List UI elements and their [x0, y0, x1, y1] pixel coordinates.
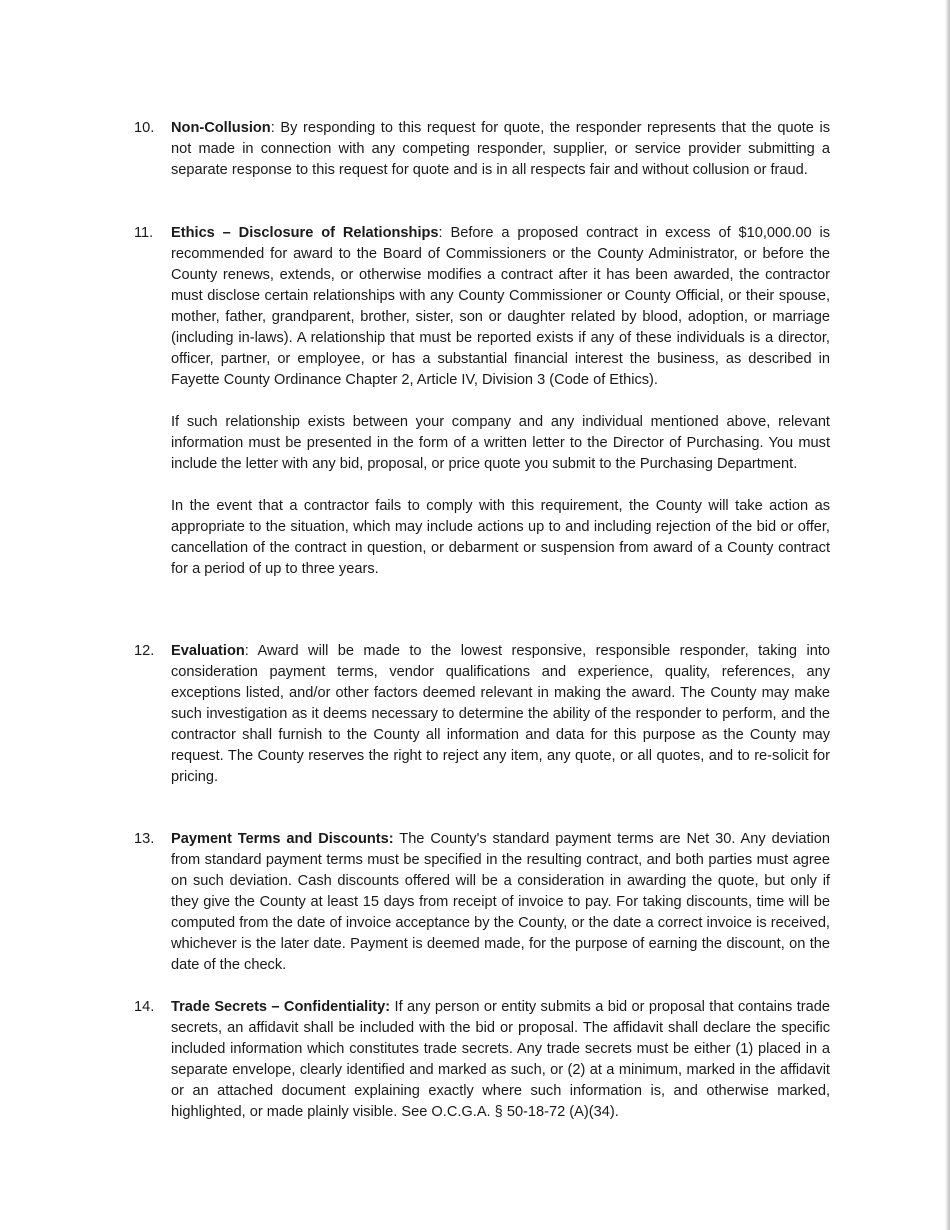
clause-title: Payment Terms and Discounts: — [171, 831, 394, 847]
clause-text: Before a proposed contract in excess of $10,000.00 is recommended for award to the Board of Commissioners or the County Administrator, or before the County renews, extends, or otherwise modifies a contract after it has been awarded, the contractor must disclose certain relationships with any County Commissioner or County Official, or their spouse, mother, father, grandparent, brother, sister, son or daughter related by blood, adoption, or marriage (including in-laws). A relationship that must be reported exists if any of these individuals is a director, officer, partner, or employee, or has a substantial financial interest the business, as described in Fayette County Ordinance Chapter 2, Article IV, Division 3 (Code of Ethics). — [171, 225, 830, 388]
clause-title-separator: : — [244, 643, 249, 659]
scan-edge-shadow — [945, 0, 950, 1230]
clause-number: 13. — [134, 831, 155, 847]
clause-number: 10. — [134, 120, 155, 136]
clause-14-trade-secrets — [134, 997, 830, 1123]
clause-title: Non-Collusion — [171, 120, 271, 136]
clause-12-evaluation — [134, 641, 830, 788]
clause-text: If any person or entity submits a bid or proposal that contains trade secrets, an affidavit shall be included with the bid or proposal. The affidavit shall declare the specific included information which constitutes trade secrets. Any trade secrets must be either (1) placed in a separate envelope, clearly identified and marked as such, or (2) at a minimum, marked in the affidavit or an attached document explaining exactly where such information is, and otherwise marked, highlighted, or made plainly visible. See O.C.G.A. § 50-18-72 (A)(34). — [171, 999, 830, 1120]
clause-11-ethics-disclosure — [134, 223, 830, 580]
clause-10-non-collusion — [134, 118, 830, 181]
clause-paragraph: If such relationship exists between your company and any individual mentioned above, relevant information must be presented in the form of a written letter to the Director of Purchasing. You must include the letter with any bid, proposal, or price quote you submit to the Purchasing Department. — [171, 414, 830, 472]
clause-13-payment-terms — [134, 829, 830, 976]
clause-number: 11. — [134, 225, 154, 241]
clause-text: The County's standard payment terms are Net 30. Any deviation from standard payment terms must be specified in the resulting contract, and both parties must agree on such deviation. Cash discounts offered will be a consideration in awarding the quote, but only if they give the County at least 15 days from receipt of invoice to pay. For taking discounts, time will be computed from the date of invoice acceptance by the County, or the date a correct invoice is received, whichever is the later date. Payment is deemed made, for the purpose of earning the discount, on the date of the check. — [171, 831, 831, 973]
clause-number: 14. — [134, 999, 155, 1015]
clause-text: Award will be made to the lowest responsive, responsible responder, taking into consideration payment terms, vendor qualifications and experience, quality, references, any exceptions listed, and/or other factors deemed relevant in making the award. The County may make such investigation as it deems necessary to determine the ability of the responder to perform, and the contractor shall furnish to the County all information and data for this purpose as the County may request. The County reserves the right to reject any item, any quote, or all quotes, and to re-solicit for pricing. — [171, 643, 831, 785]
clause-paragraph — [171, 223, 830, 391]
clause-title-separator: : — [270, 120, 275, 136]
clause-paragraph — [171, 997, 830, 1123]
clause-paragraph — [171, 641, 830, 788]
clause-title: Trade Secrets – Confidentiality: — [171, 999, 391, 1015]
clause-text: By responding to this request for quote, the responder represents that the quote is not made in connection with any competing responder, supplier, or service provider submitting a separate response to this request for quote and is in all respects fair and without collusion or fraud. — [171, 120, 830, 178]
clause-title: Evaluation — [171, 643, 245, 659]
clause-paragraph — [171, 118, 830, 181]
clause-title: Ethics – Disclosure of Relationships — [171, 225, 439, 241]
clause-title-separator: : — [438, 225, 443, 241]
clause-paragraph — [171, 829, 830, 976]
clause-number: 12. — [134, 643, 155, 659]
clause-paragraph: In the event that a contractor fails to comply with this requirement, the County will take action as appropriate to the situation, which may include actions up to and including rejection of the bid or offer, cancellation of the contract in question, or debarment or suspension from award of a County contract for a period of up to three years. — [171, 498, 830, 577]
